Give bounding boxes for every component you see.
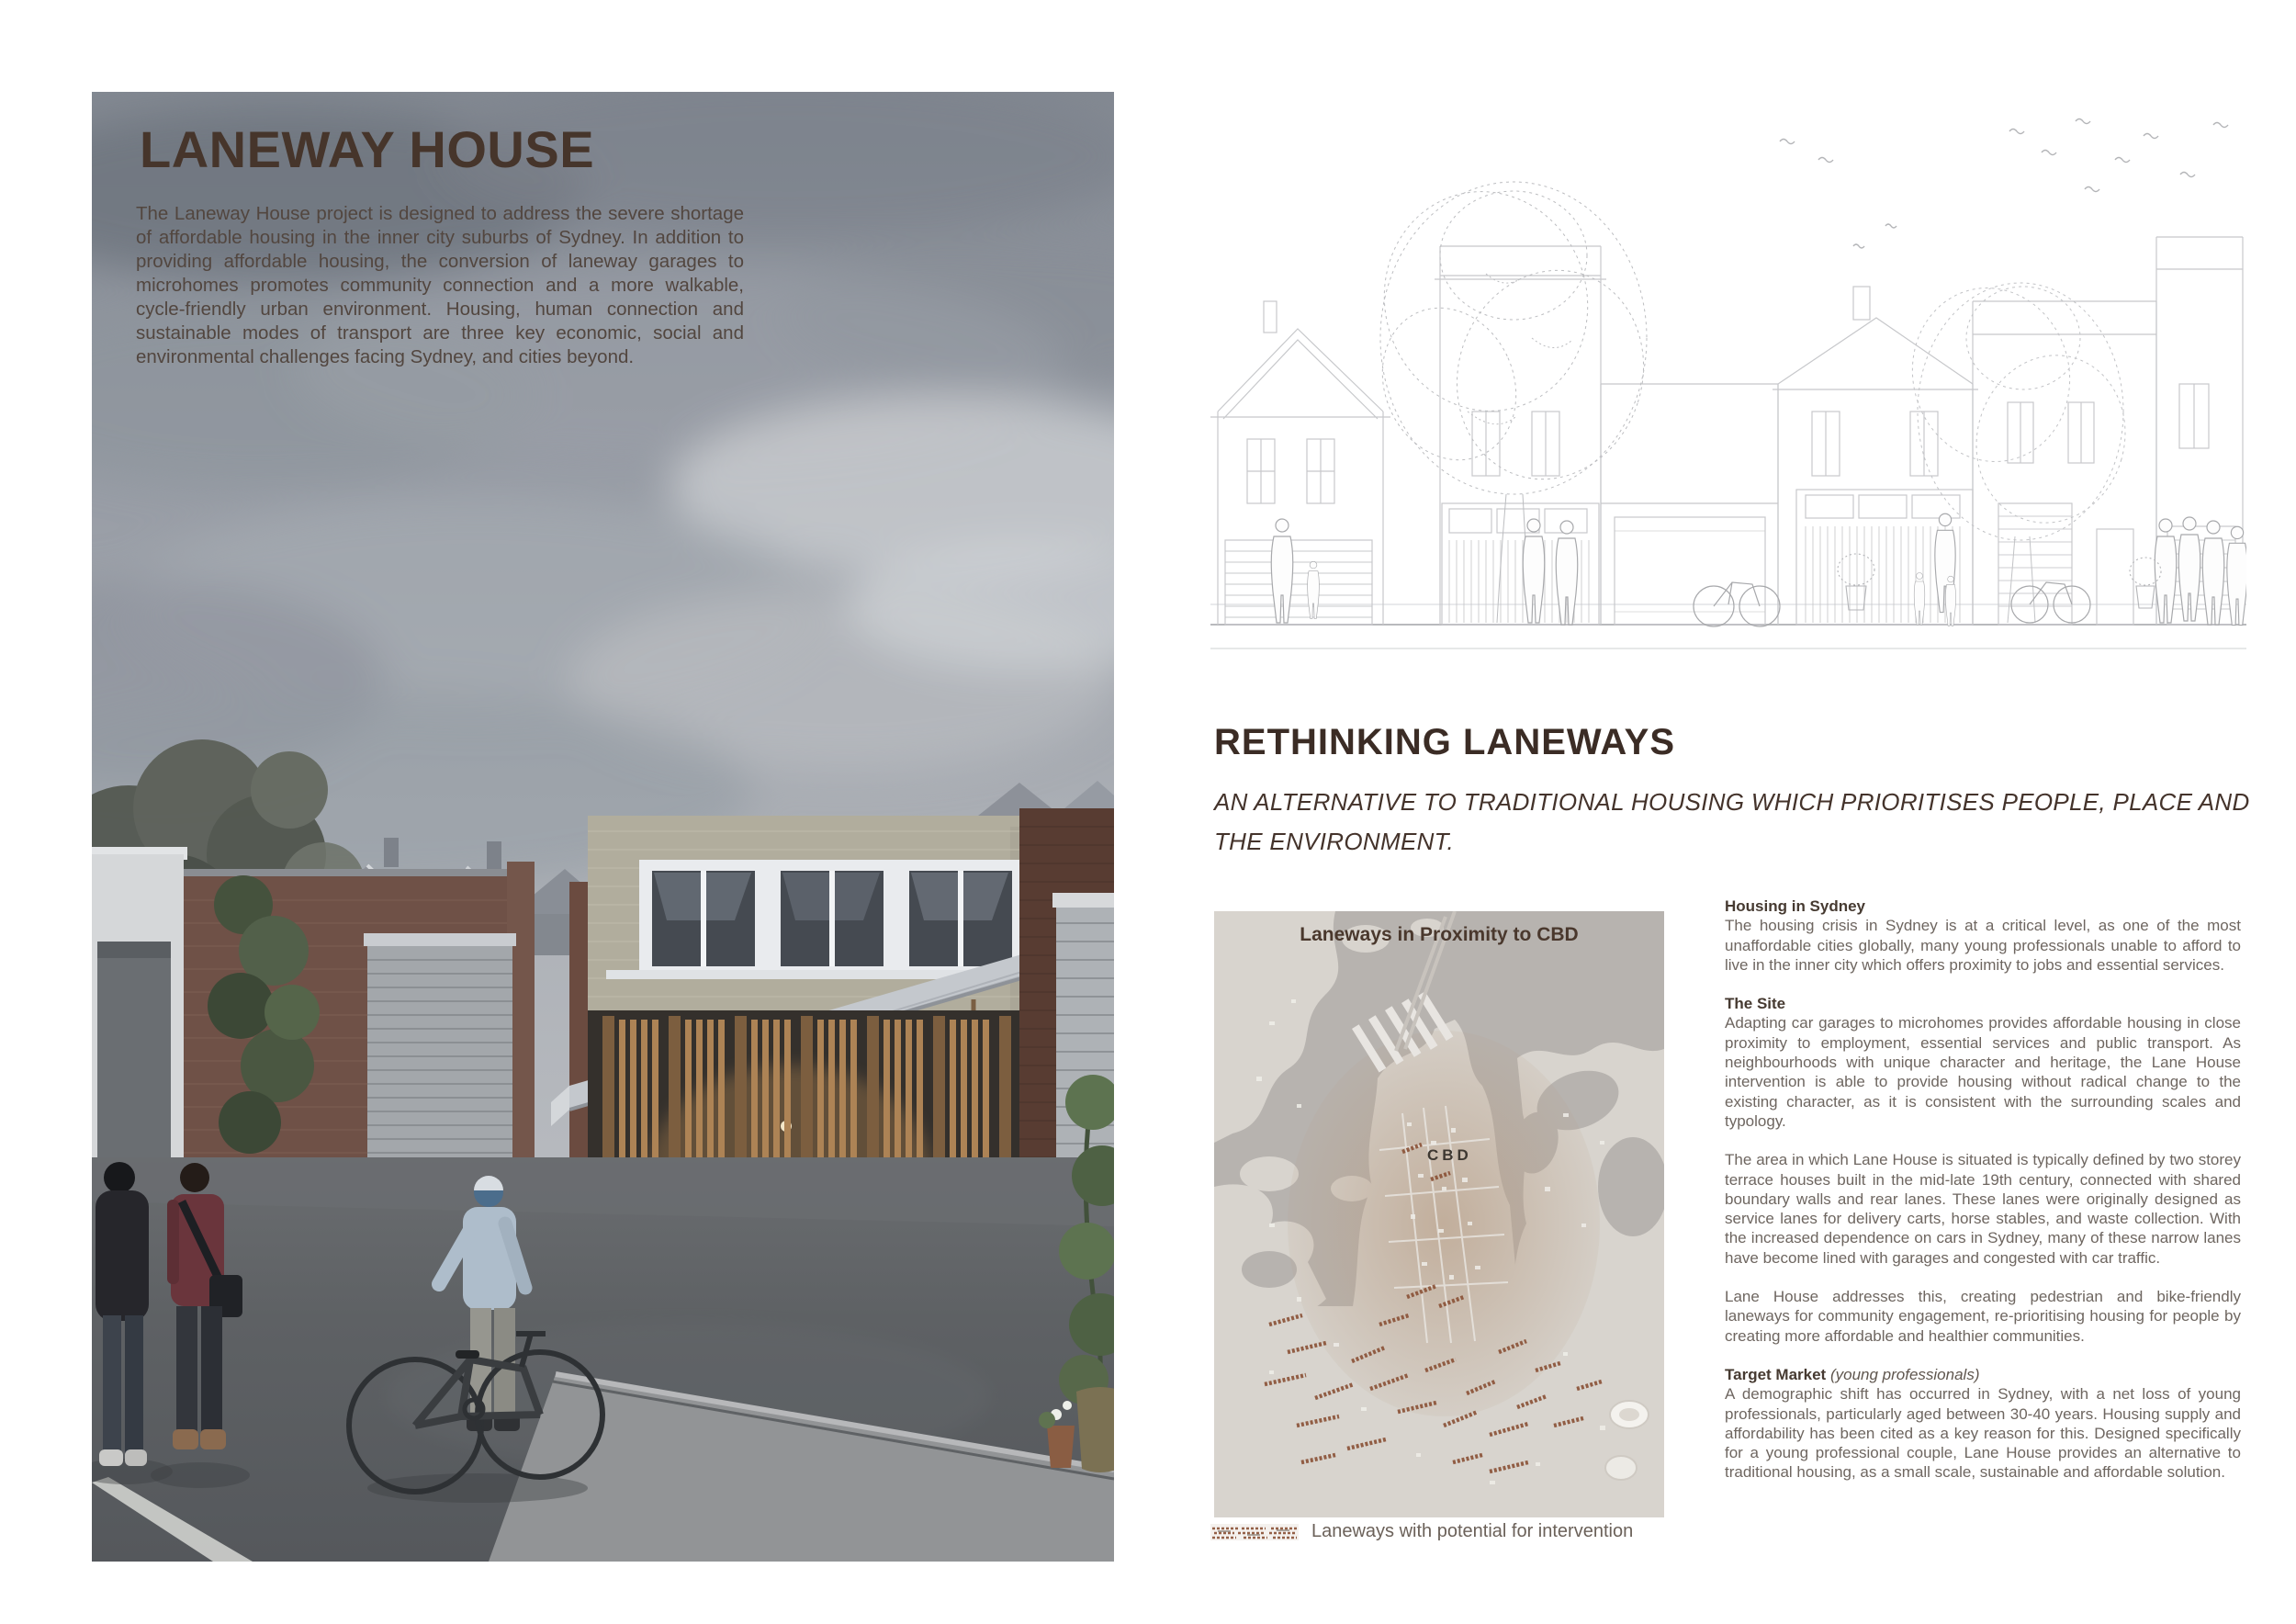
section-heading: RETHINKING LANEWAYS <box>1214 722 1676 762</box>
map-title: Laneways in Proximity to CBD <box>1300 924 1579 945</box>
section-title: Housing in Sydney <box>1725 897 1866 915</box>
subheading-line-1: AN ALTERNATIVE TO TRADITIONAL HOUSING WHICH PRIORITISES PEOPLE, PLACE AND <box>1214 788 2250 816</box>
cbd-label: CBD <box>1427 1146 1472 1164</box>
text-section-target-market <box>1725 1365 2241 1483</box>
section-subheading <box>1214 783 2252 862</box>
section-title-note: (young professionals) <box>1829 1365 1980 1383</box>
section-body: A demographic shift has occurred in Sydney, with a net loss of young professionals, particularly aged between 30-40 years. Housing supply and affordability has been cited as a key reason for this. Designed specifically for a young professional couple, Lane House provides an alternative to traditional housing, as a small scale, sustainable and affordable solution. <box>1725 1385 2241 1482</box>
elevation-tree <box>1358 169 1670 623</box>
section-body: Adapting car garages to microhomes provides affordable housing in close proximity to employment, essential services and public transport. As neighbourhoods with unique character and heritage, the Lane House intervention is able to provide housing without radical change to the existing character, as it is consistent with the surrounding scales and typology. <box>1725 1014 2241 1130</box>
text-section-area <box>1725 1150 2241 1268</box>
section-title: The Site <box>1725 995 1786 1013</box>
roller-door-left <box>367 946 512 1170</box>
section-body: Lane House addresses this, creating pedestrian and bike-friendly laneways for community engagement, re-prioritising housing for people by creating more affordable and healthier communities. <box>1725 1288 2241 1345</box>
door-lintel <box>364 933 516 946</box>
elevation-tree <box>1895 271 2145 623</box>
info-text-column <box>1725 897 2241 1502</box>
map-legend-swatch <box>1210 1524 1299 1540</box>
map-legend <box>1210 1521 1633 1542</box>
project-title: LANEWAY HOUSE <box>140 120 595 178</box>
subheading-line-2: THE ENVIRONMENT. <box>1214 828 1454 855</box>
text-section-address <box>1725 1287 2241 1346</box>
text-section-site <box>1725 994 2241 1131</box>
cbd-sepia-tint <box>1288 1031 1600 1416</box>
street-elevation-drawing <box>1210 108 2246 689</box>
section-body: The housing crisis in Sydney is at a critical level, as one of the most unaffordable cities globally, many young professionals unable to afford to live in the inner city which offers proximity to jobs and essential services. <box>1725 917 2241 974</box>
section-title: Target Market (young professionals) <box>1725 1365 1980 1383</box>
brick-wall-left <box>184 862 535 1172</box>
text-section-housing <box>1725 897 2241 975</box>
laneway-render-photo <box>92 92 1114 1562</box>
white-garage <box>92 847 187 1167</box>
map-caption-text: Laneways with potential for intervention <box>1311 1521 1634 1541</box>
sydney-aerial-map <box>1214 911 1664 1517</box>
clerestory-windows <box>606 860 1025 979</box>
cbd-proximity-map <box>1214 911 1664 1517</box>
section-body: The area in which Lane House is situated is typically defined by two storey terrace houses built in the mid-late 19th century, connected with shared boundary walls and rear lanes. These lanes were originally designed as service lanes for delivery carts, horse stables, and waste collection. With the increased dependence on cars in Sydney, many of these narrow lanes have become lined with garages and congested with car traffic. <box>1725 1151 2241 1267</box>
bird-marks <box>1780 119 2228 249</box>
project-intro: The Laneway House project is designed to address the severe shortage of affordable housing in the inner city suburbs of Sydney. In addition to providing affordable housing, the conversion of laneway garages to microhomes promotes community connection and a more walkable, cycle-friendly urban environment. Housing, human connection and sustainable modes of transport are three key economic, social and environmental challenges facing Sydney, and cities beyond. <box>136 203 744 367</box>
